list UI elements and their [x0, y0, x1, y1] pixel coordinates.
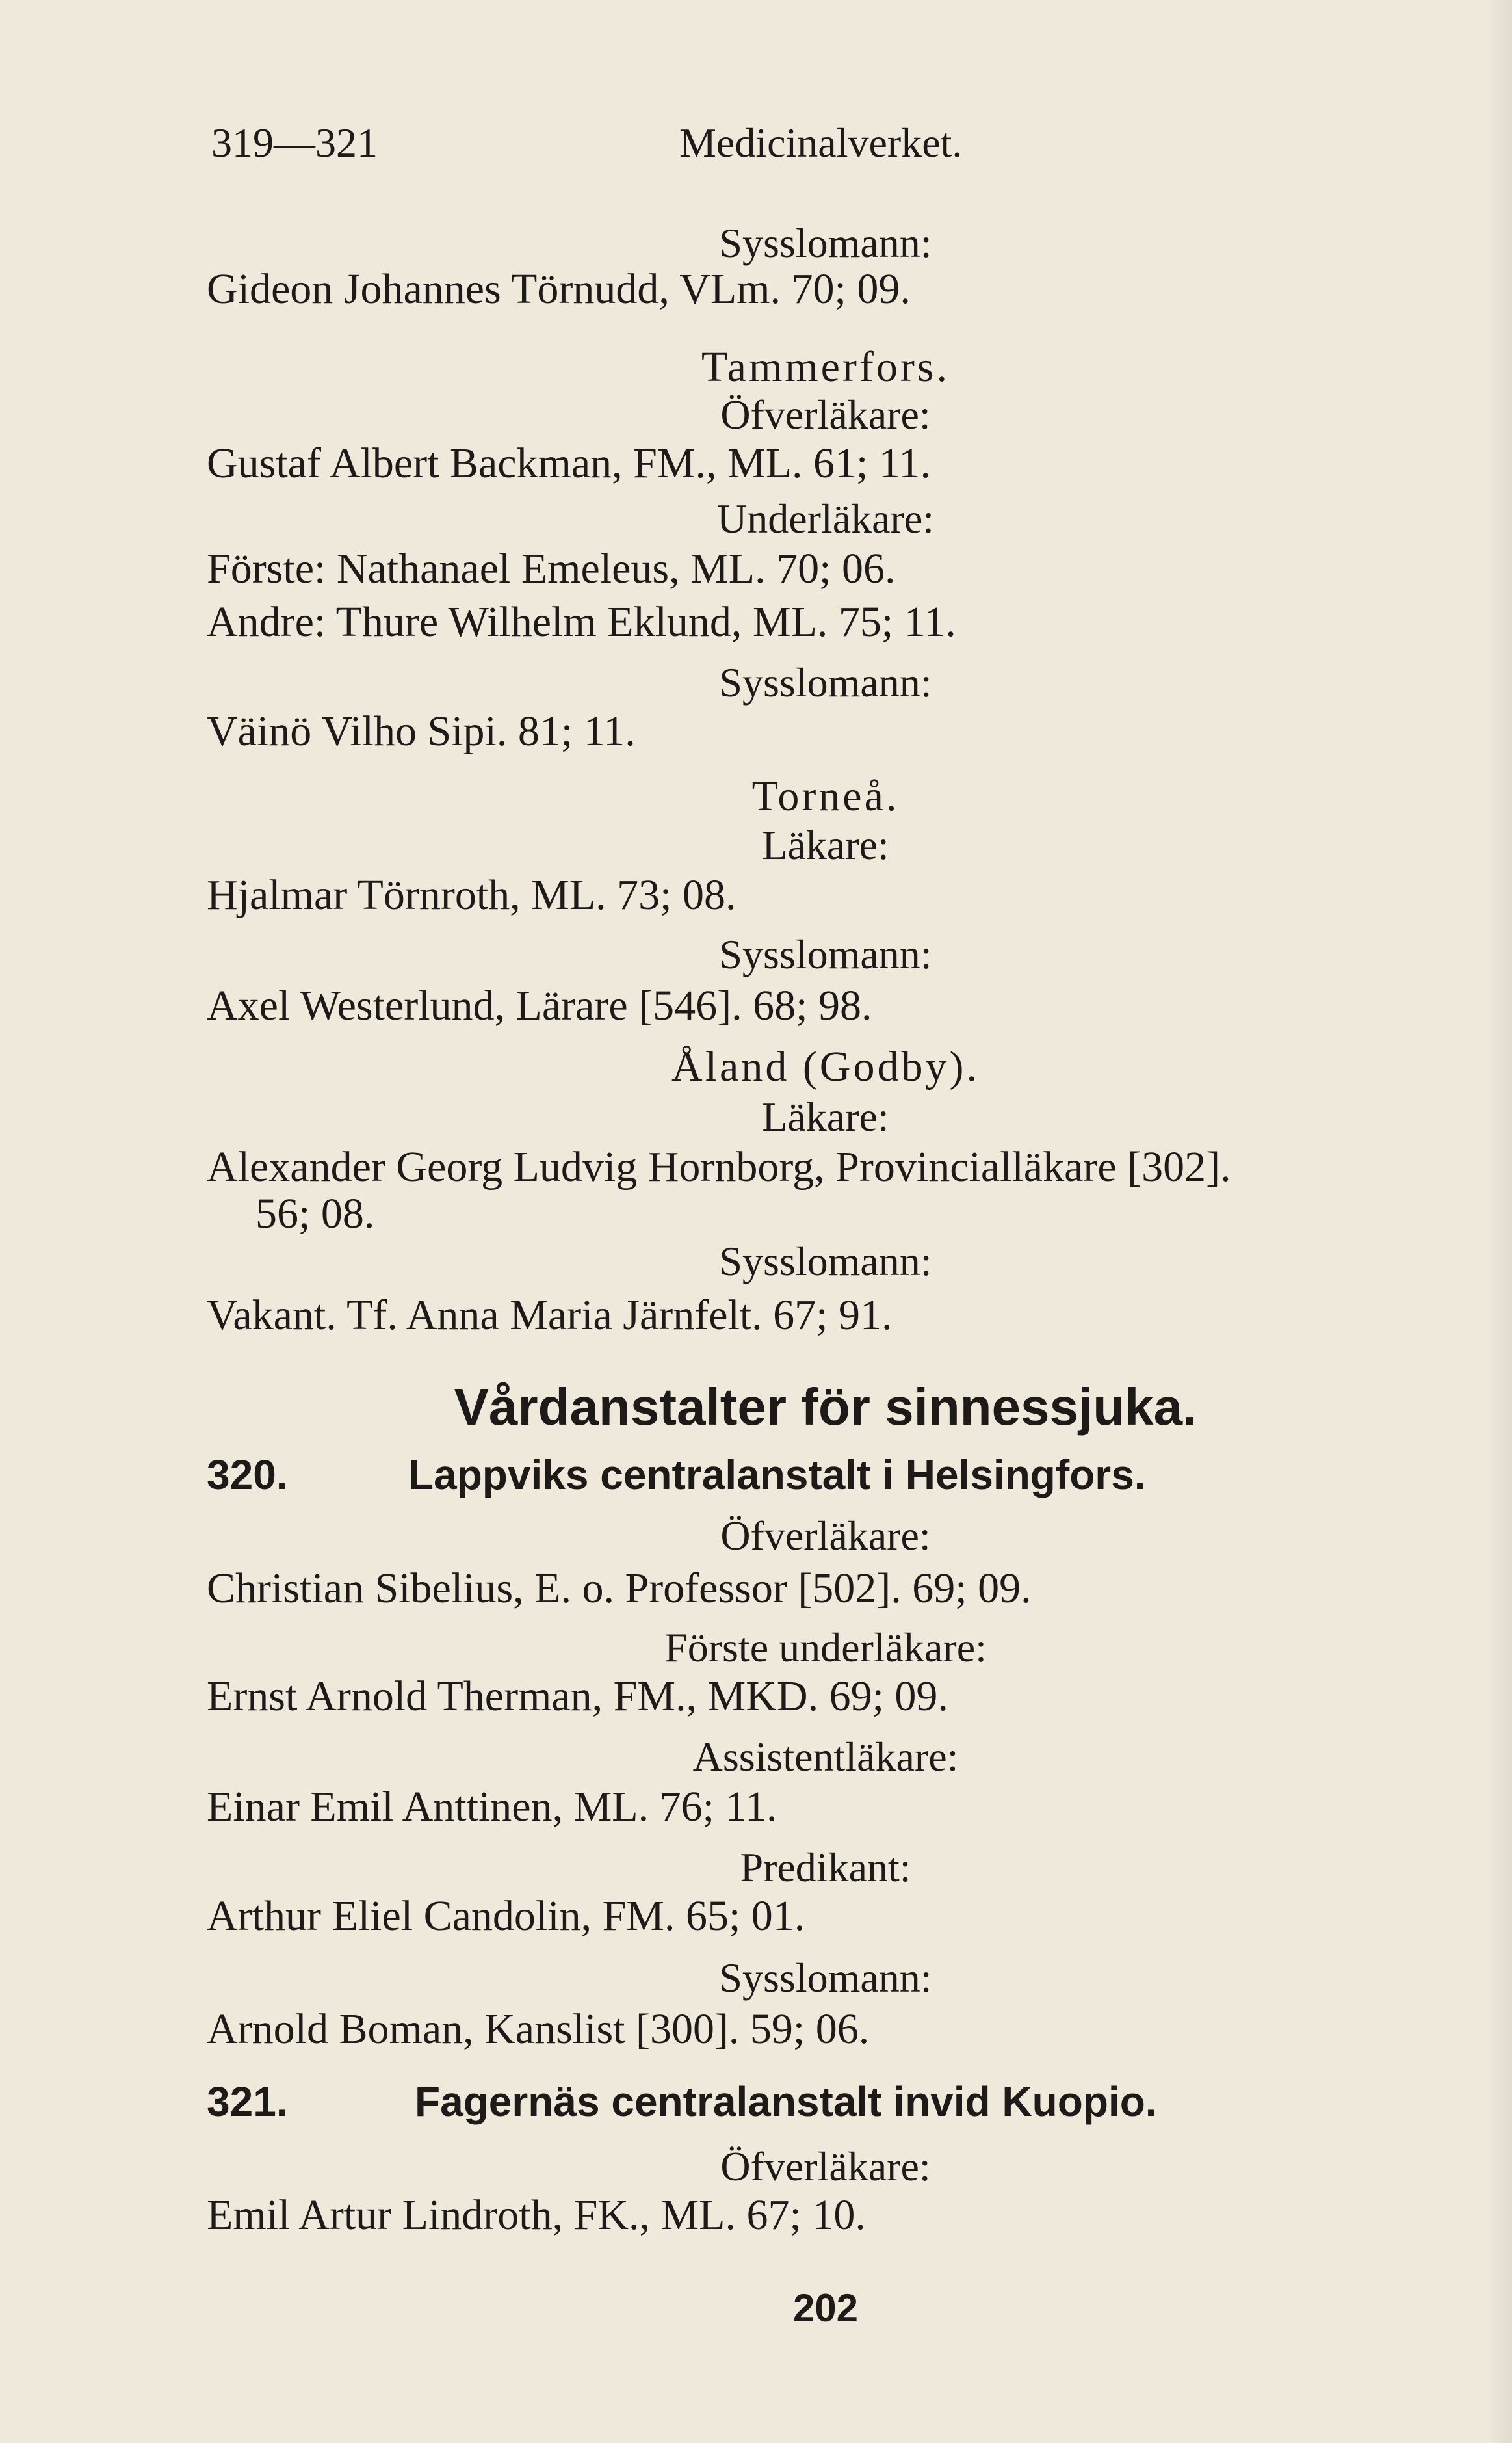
role-heading: Assistentläkare:	[692, 1734, 959, 1780]
role-heading: Sysslomann:	[719, 1955, 932, 2001]
entry-line: Ernst Arnold Therman, FM., MKD. 69; 09.	[207, 1672, 948, 1720]
entry-line: Förste: Nathanael Emeleus, ML. 70; 06.	[207, 545, 896, 592]
entry-line: Alexander Georg Ludvig Hornborg, Provincialläkare [302].	[207, 1143, 1231, 1191]
role-heading: Sysslomann:	[719, 1238, 932, 1284]
role-heading: Läkare:	[762, 822, 889, 868]
entry-line: Vakant. Tf. Anna Maria Järnfelt. 67; 91.	[207, 1291, 893, 1339]
role-heading: Läkare:	[762, 1094, 889, 1140]
entry-line: Väinö Vilho Sipi. 81; 11.	[207, 707, 636, 755]
role-heading: Öfverläkare:	[720, 1512, 931, 1559]
role-heading: Sysslomann:	[719, 659, 932, 706]
page-number: 202	[792, 2286, 859, 2330]
section-number: 321.	[207, 2078, 288, 2125]
header-title: Medicinalverket.	[679, 120, 963, 166]
entry-line: Hjalmar Törnroth, ML. 73; 08.	[207, 871, 736, 919]
role-heading: Öfverläkare:	[720, 2143, 931, 2189]
entry-line: Axel Westerlund, Lärare [546]. 68; 98.	[207, 982, 872, 1029]
entry-line: Gideon Johannes Törnudd, VLm. 70; 09.	[207, 265, 911, 313]
entry-line: Emil Artur Lindroth, FK., ML. 67; 10.	[207, 2191, 866, 2239]
entry-line: Einar Emil Anttinen, ML. 76; 11.	[207, 1783, 777, 1830]
place-heading: Tammerfors.	[701, 343, 950, 391]
role-heading: Underläkare:	[716, 495, 935, 542]
entry-line: Christian Sibelius, E. o. Professor [502]. 69; 09.	[207, 1565, 1032, 1612]
page-range: 319—321	[211, 120, 378, 166]
role-heading: Förste underläkare:	[664, 1624, 987, 1670]
section-number: 320.	[207, 1451, 288, 1498]
entry-line: Arnold Boman, Kanslist [300]. 59; 06.	[207, 2005, 870, 2053]
role-heading: Sysslomann:	[719, 931, 932, 977]
place-heading: Torneå.	[751, 773, 900, 820]
role-heading: Sysslomann:	[719, 220, 932, 266]
place-heading: Åland (Godby).	[671, 1043, 980, 1090]
entry-line-continued: 56; 08.	[255, 1190, 375, 1237]
institution-name: Lappviks centralanstalt i Helsingfors.	[408, 1451, 1146, 1498]
entry-line: Arthur Eliel Candolin, FM. 65; 01.	[207, 1892, 805, 1940]
role-heading: Öfverläkare:	[720, 391, 931, 438]
role-heading: Predikant:	[740, 1844, 911, 1890]
section-heading: Vårdanstalter för sinnessjuka.	[454, 1378, 1197, 1436]
institution-name: Fagernäs centralanstalt invid Kuopio.	[415, 2078, 1157, 2125]
entry-line: Gustaf Albert Backman, FM., ML. 61; 11.	[207, 440, 931, 487]
entry-line: Andre: Thure Wilhelm Eklund, ML. 75; 11.	[207, 598, 956, 646]
